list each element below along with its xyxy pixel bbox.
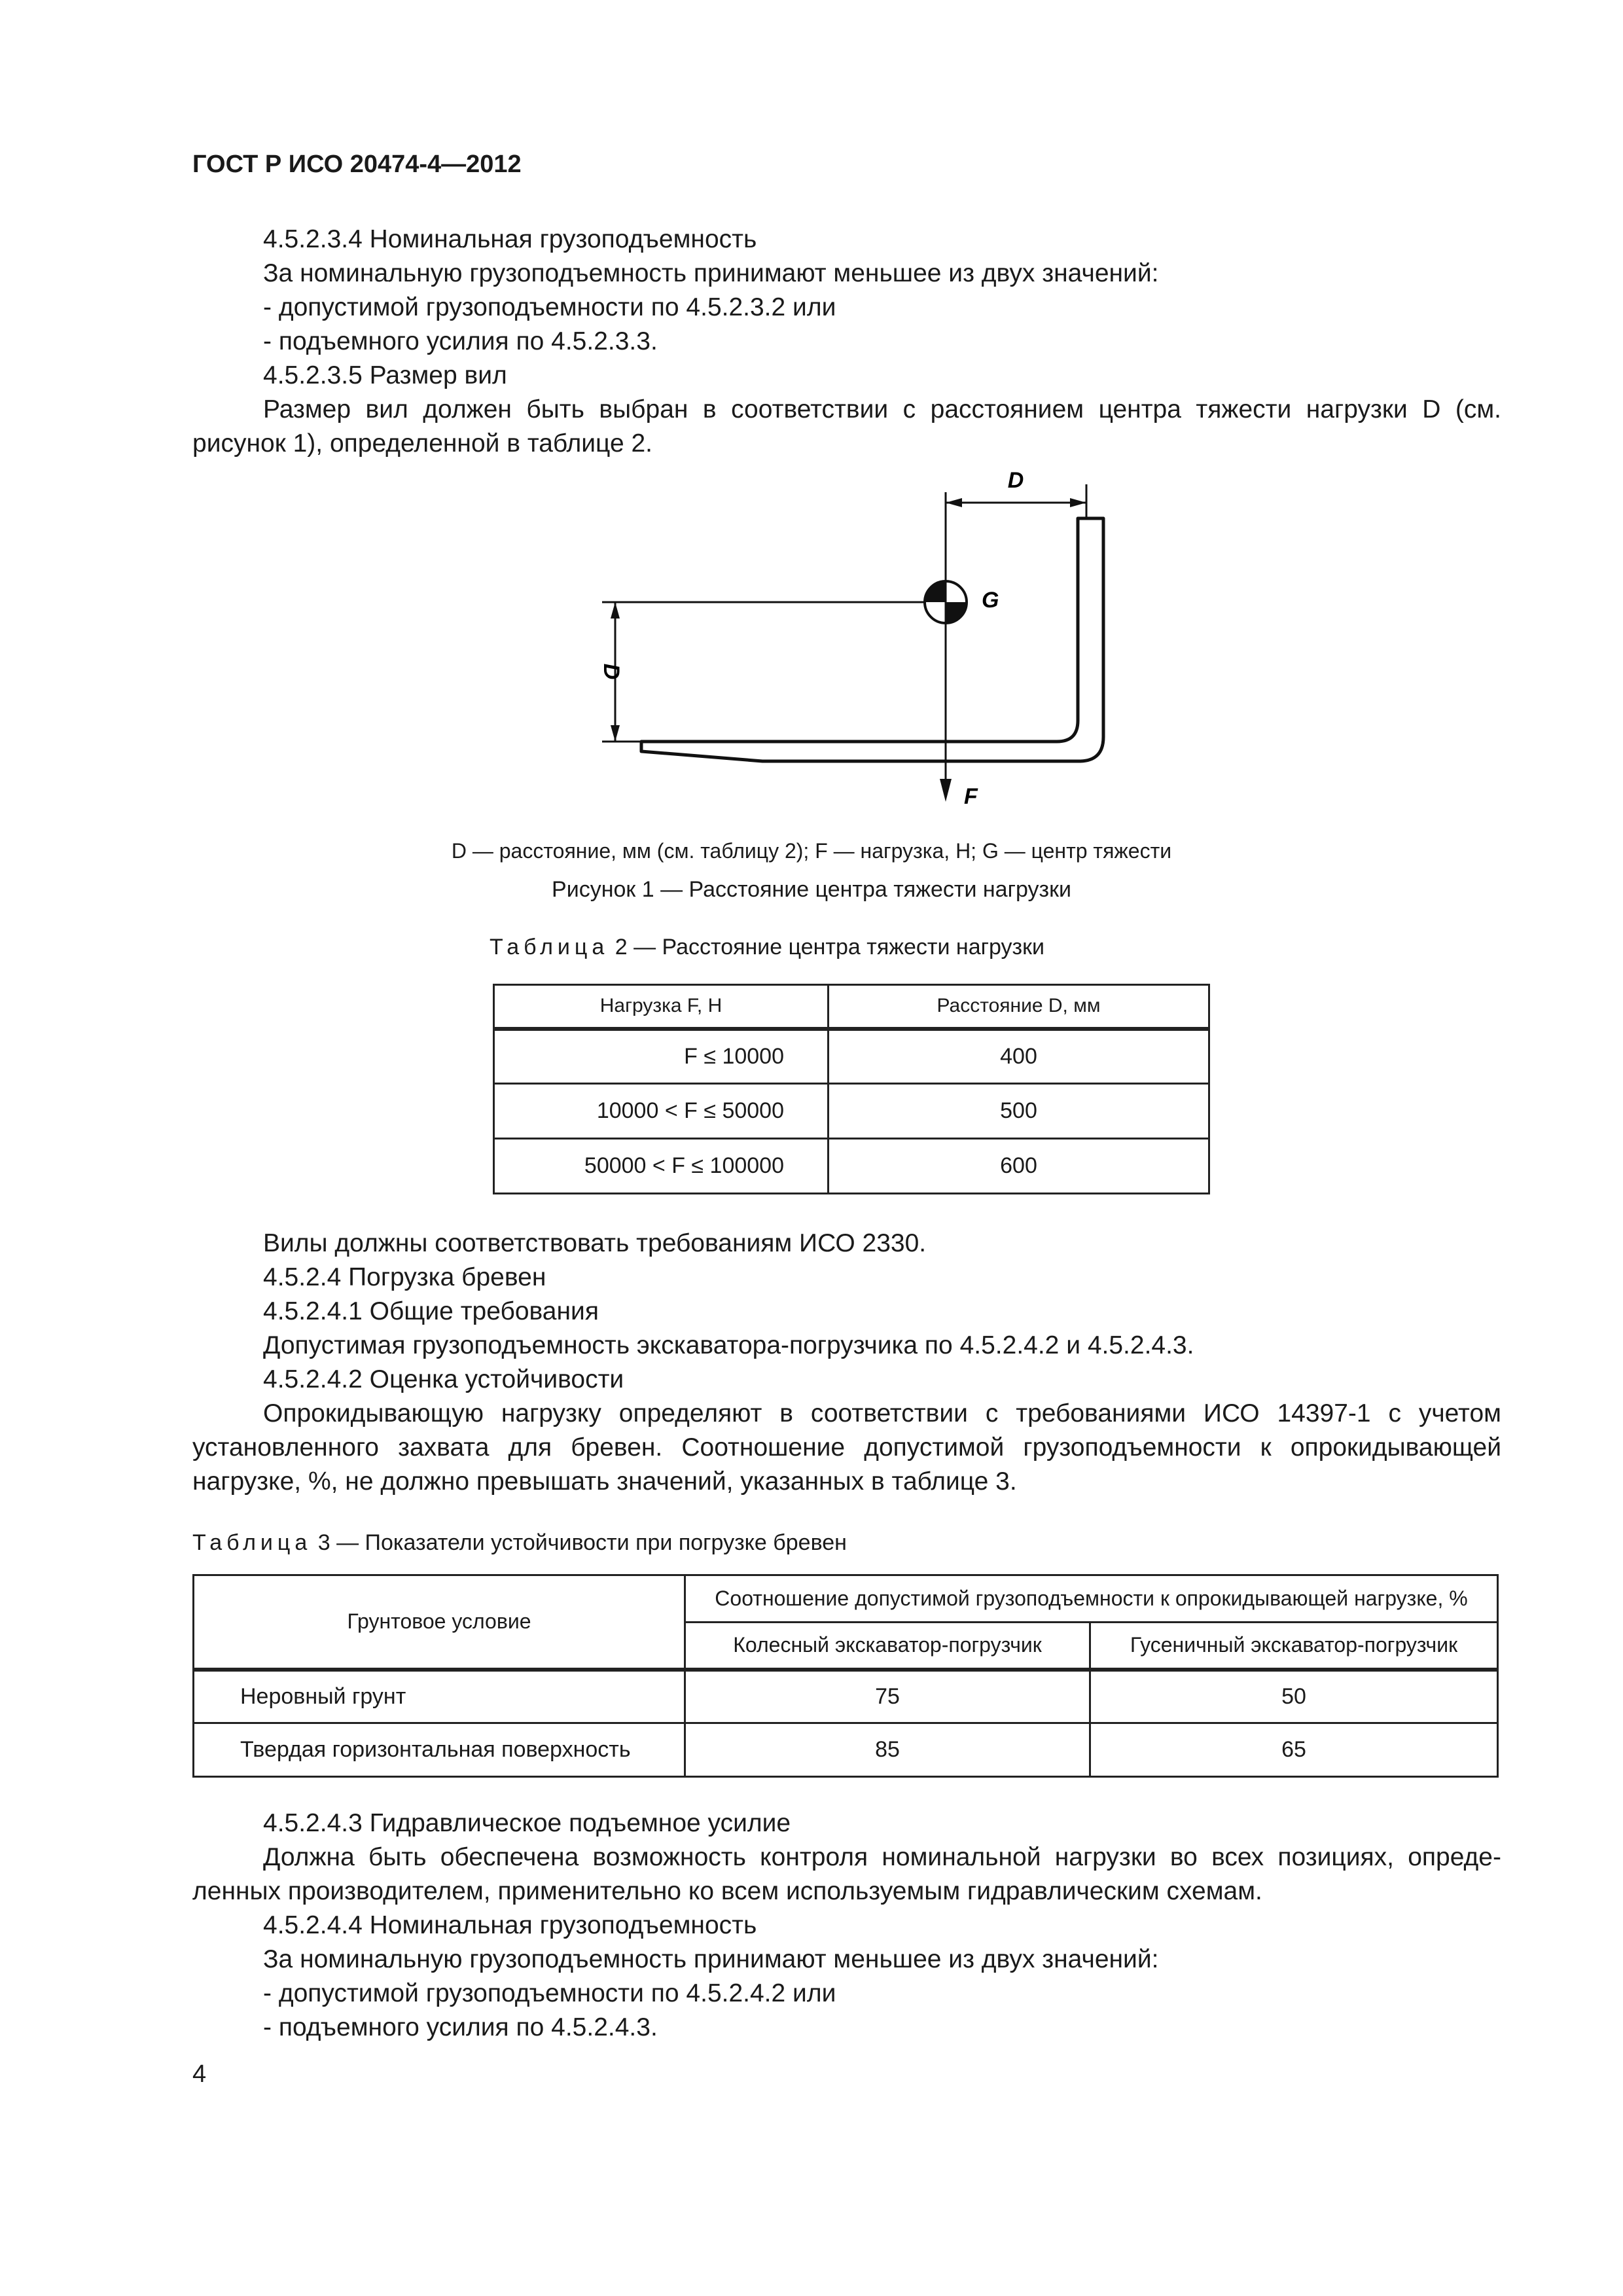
label-f: F xyxy=(964,784,978,809)
body-line: ленных производителем, применительно ко всем используемым гидравлическим схемам. xyxy=(192,1877,1262,1905)
table-row xyxy=(194,1723,1498,1777)
table-header-cell: Нагрузка F, Н xyxy=(494,985,829,1029)
table-cell: 10000 < F ≤ 50000 xyxy=(494,1084,829,1139)
clause-heading: 4.5.2.4.2 Оценка устойчивости xyxy=(263,1365,624,1393)
body-line: рисунок 1), определенной в таблице 2. xyxy=(192,429,653,457)
table-3 xyxy=(192,1574,1499,1778)
fork-outline xyxy=(641,518,1103,761)
arrowhead-icon xyxy=(611,725,620,742)
table2-caption xyxy=(490,935,1044,960)
body-line: Размер вил должен быть выбран в соответствии с расстоянием центра тяжести нагрузки D (см. xyxy=(263,395,1501,423)
body-line: Допустимая грузоподъемность экскаватора-погрузчика по 4.5.2.4.2 и 4.5.2.4.3. xyxy=(263,1331,1194,1359)
body-line: Опрокидывающую нагрузку определяют в соответствии с требованиями ИСО 14397-1 с учетом xyxy=(263,1399,1501,1427)
table-cell: 65 xyxy=(1090,1723,1498,1777)
table-header-cell: Расстояние D, мм xyxy=(829,985,1209,1029)
body-line: Вилы должны соответствовать требованиям ИСО 2330. xyxy=(263,1229,927,1257)
table3-caption xyxy=(192,1530,847,1556)
table-cell: 50000 < F ≤ 100000 xyxy=(494,1139,829,1194)
clause-heading: 4.5.2.3.5 Размер вил xyxy=(263,361,507,389)
table-2 xyxy=(493,984,1210,1194)
table-header-cell: Грунтовое условие xyxy=(194,1575,685,1670)
clause-heading: 4.5.2.4.4 Номинальная грузоподъемность xyxy=(263,1911,757,1939)
clause-heading: 4.5.2.3.4 Номинальная грузоподъемность xyxy=(263,225,757,253)
figure-legend: D — расстояние, мм (см. таблицу 2); F — нагрузка, Н; G — центр тяжести xyxy=(451,839,1172,863)
arrowhead-icon xyxy=(611,602,620,619)
section-hydraulic-lift xyxy=(192,1806,1501,2045)
label-g: G xyxy=(982,588,999,613)
arrowhead-icon xyxy=(1070,498,1086,507)
table-cell: 75 xyxy=(685,1670,1090,1723)
table-caption-text: 2 — Расстояние центра тяжести нагрузки xyxy=(609,935,1044,960)
figure-caption: Рисунок 1 — Расстояние центра тяжести нагрузки xyxy=(552,877,1071,902)
label-d-top: D xyxy=(1007,468,1024,493)
body-line: установленного захвата для бревен. Соотношение допустимой грузоподъемности к опрокидывающей xyxy=(192,1433,1501,1462)
cog-quadrant xyxy=(946,602,967,623)
table-header-row xyxy=(194,1575,1498,1623)
arrowhead-icon xyxy=(946,498,962,507)
clause-heading: 4.5.2.4 Погрузка бревен xyxy=(263,1263,546,1291)
table-caption-text: 3 — Показатели устойчивости при погрузке бревен xyxy=(312,1530,847,1555)
fork-diagram xyxy=(576,452,1126,818)
section-log-loading xyxy=(192,1227,1501,1499)
body-line: Должна быть обеспечена возможность контроля номинальной нагрузки во всех позициях, опреде- xyxy=(263,1843,1501,1871)
table-word: Таблица xyxy=(490,935,609,960)
list-item: - подъемного усилия по 4.5.2.3.3. xyxy=(263,327,658,355)
table-row xyxy=(194,1670,1498,1723)
table-cell: Твердая горизонтальная поверхность xyxy=(194,1723,685,1777)
table-cell: Неровный грунт xyxy=(194,1670,685,1723)
body-line: За номинальную грузоподъемность принимают меньшее из двух значений: xyxy=(263,1945,1159,1973)
table-row xyxy=(494,1029,1209,1084)
table-word: Таблица xyxy=(192,1530,312,1555)
table-row xyxy=(494,1084,1209,1139)
table-cell: F ≤ 10000 xyxy=(494,1029,829,1084)
list-item: - допустимой грузоподъемности по 4.5.2.3.2 или xyxy=(263,293,836,321)
table-cell: 50 xyxy=(1090,1670,1498,1723)
table-group-header: Соотношение допустимой грузоподъемности к опрокидывающей нагрузке, % xyxy=(685,1575,1498,1623)
document-header: ГОСТ Р ИСО 20474-4—2012 xyxy=(192,151,522,178)
table-cell: 500 xyxy=(829,1084,1209,1139)
cog-quadrant xyxy=(925,581,946,602)
table-header-cell: Колесный экскаватор-погрузчик xyxy=(685,1623,1090,1670)
arrow-down-icon xyxy=(940,779,952,802)
table-header-cell: Гусеничный экскаватор-погрузчик xyxy=(1090,1623,1498,1670)
clause-heading: 4.5.2.4.1 Общие требования xyxy=(263,1297,599,1325)
list-item: - допустимой грузоподъемности по 4.5.2.4.2 или xyxy=(263,1979,836,2007)
table-cell: 600 xyxy=(829,1139,1209,1194)
body-line: За номинальную грузоподъемность принимают меньшее из двух значений: xyxy=(263,259,1159,287)
table-cell: 85 xyxy=(685,1723,1090,1777)
page-number: 4 xyxy=(192,2060,207,2088)
body-line: нагрузке, %, не должно превышать значений, указанных в таблице 3. xyxy=(192,1467,1017,1496)
section-rated-capacity-forks xyxy=(192,223,1501,461)
table-header-row xyxy=(494,985,1209,1029)
table-row xyxy=(494,1139,1209,1194)
label-d-side: D xyxy=(599,663,624,680)
list-item: - подъемного усилия по 4.5.2.4.3. xyxy=(263,2013,658,2041)
clause-heading: 4.5.2.4.3 Гидравлическое подъемное усилие xyxy=(263,1809,791,1837)
table-cell: 400 xyxy=(829,1029,1209,1084)
